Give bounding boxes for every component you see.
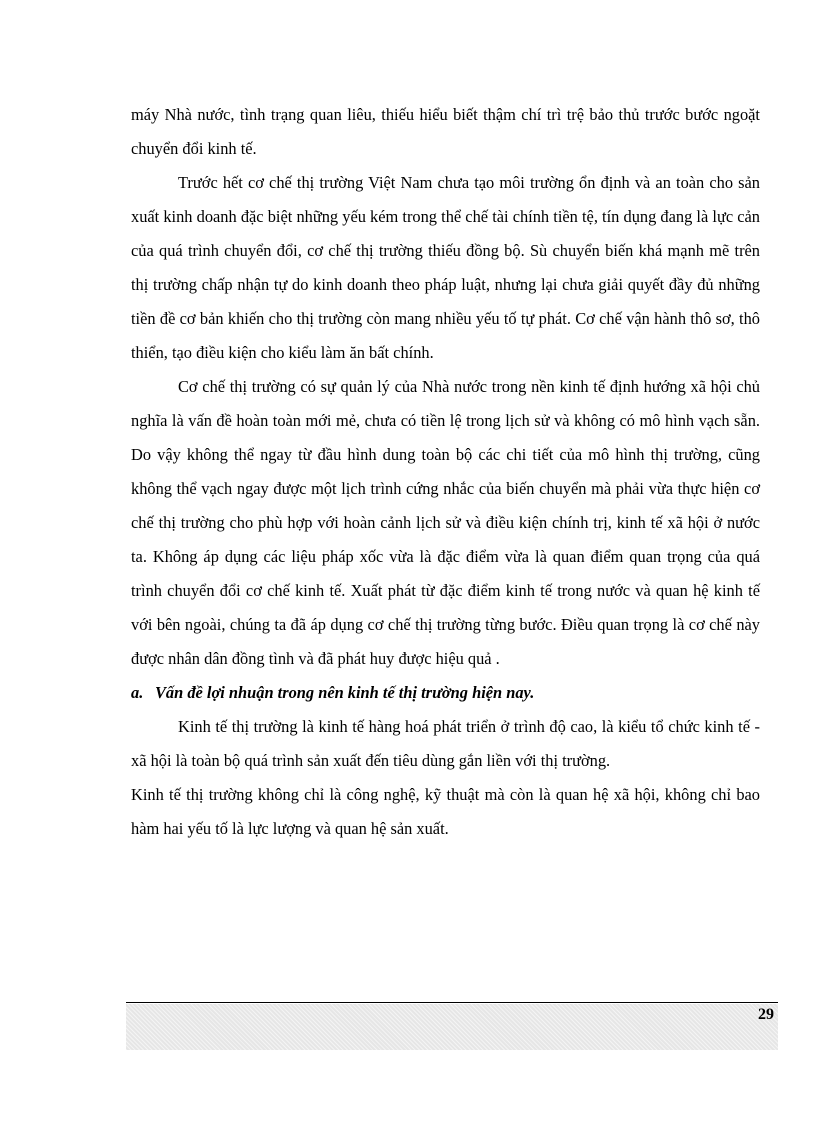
paragraph-state-managed-market: Cơ chế thị trường có sự quản lý của Nhà nước trong nền kinh tế định hướng xã hội chủ nghĩa là vấn đề hoàn toàn mới mẻ, chưa có tiền lệ trong lịch sử và không có mô hình vạch sẵn. Do vậy không thể ngay từ đầu hình dung toàn bộ các chi tiết của mô hình thị trường, cũng không thể vạch ngay được một lịch trình cứng nhắc của biến chuyển mà phải vừa thực hiện cơ chế thị trường cho phù hợp với hoàn cảnh lịch sử và điều kiện chính trị, kinh tế xã hội ở nước ta. Không áp dụng các liệu pháp xốc vừa là đặc điểm vừa là quan điểm quan trọng của quá trình chuyển đổi cơ chế kinh tế. Xuất phát từ đặc điểm kinh tế trong nước và quan hệ kinh tế với bên ngoài, chúng ta đã áp dụng cơ chế thị trường từng bước. Điều quan trọng là cơ chế này được nhân dân đồng tình và đã phát huy được hiệu quả .: [131, 377, 760, 668]
page-footer: [126, 1004, 778, 1050]
page-number: 29: [758, 1006, 774, 1023]
paragraph-market-economy-scope: Kinh tế thị trường không chỉ là công nghệ, kỹ thuật mà còn là quan hệ xã hội, không chỉ bao hàm hai yếu tố là lực lượng và quan hệ sản xuất.: [131, 785, 760, 838]
section-heading: [131, 676, 760, 710]
document-body: [131, 98, 760, 846]
paragraph-market-mechanism: Trước hết cơ chế thị trường Việt Nam chưa tạo môi trường ổn định và an toàn cho sản xuất kinh doanh đặc biệt những yếu kém trong thể chế tài chính tiền tệ, tín dụng đang là lực cản của quá trình chuyển đổi, cơ chế thị trường thiếu đồng bộ. Sù chuyển biến khá mạnh mẽ trên thị trường chấp nhận tự do kinh doanh theo pháp luật, nhưng lại chưa giải quyết đầy đủ những tiền đề cơ bản khiến cho thị trường còn mang nhiều yếu tố tự phát. Cơ chế vận hành thô sơ, thô thiển, tạo điều kiện cho kiểu làm ăn bất chính.: [131, 173, 760, 362]
paragraph-market-economy-definition: Kinh tế thị trường là kinh tế hàng hoá phát triển ở trình độ cao, là kiểu tổ chức kinh tế - xã hội là toàn bộ quá trình sản xuất đến tiêu dùng gắn liền với thị trường.: [131, 717, 760, 770]
footer-rule: [126, 1002, 778, 1003]
paragraph-continuation: máy Nhà nước, tình trạng quan liêu, thiếu hiểu biết thậm chí trì trệ bảo thủ trước bước ngoặt chuyển đổi kinh tế.: [131, 105, 760, 158]
section-heading-text: Vấn đề lợi nhuận trong nên kinh tế thị trường hiện nay.: [155, 683, 535, 702]
section-heading-marker: a.: [131, 683, 144, 702]
